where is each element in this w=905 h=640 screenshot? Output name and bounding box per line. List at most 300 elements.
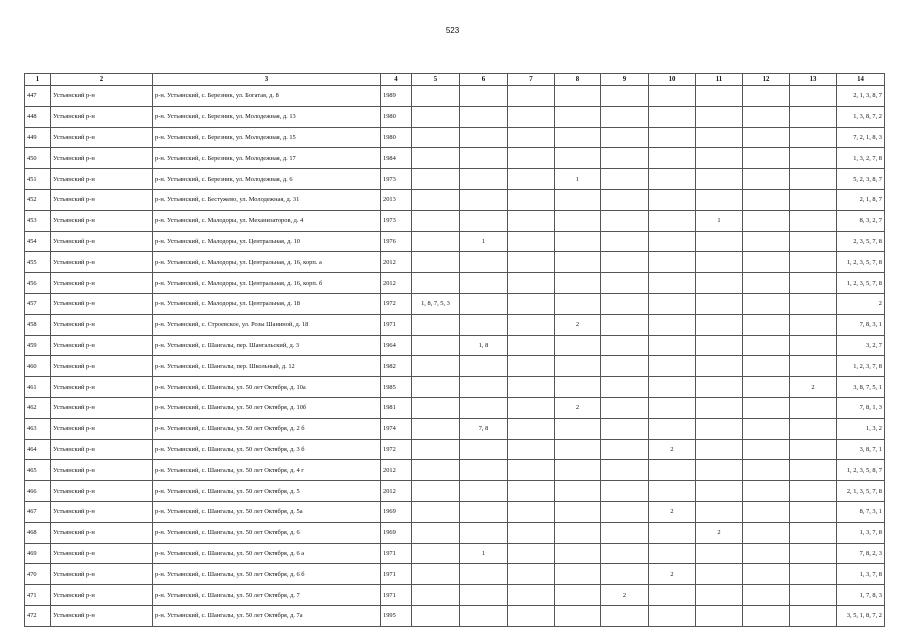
col11-cell: [696, 585, 743, 606]
row-number-cell: 448: [25, 106, 51, 127]
col8-cell: [555, 148, 601, 169]
column-header: 13: [790, 74, 837, 86]
col14-cell: 7, 8, 2, 3: [837, 543, 885, 564]
col5-cell: [412, 564, 460, 585]
address-cell: р-н. Устьянский, с. Малодоры, ул. Центральная, д. 18: [153, 293, 381, 314]
col5-cell: [412, 273, 460, 294]
col5-cell: [412, 189, 460, 210]
table-row: [25, 210, 885, 231]
col10-cell: 2: [649, 439, 696, 460]
year-cell: 1973: [381, 210, 412, 231]
table-row: [25, 314, 885, 335]
col7-cell: [508, 169, 555, 190]
header-row: [25, 74, 885, 86]
column-header: 3: [153, 74, 381, 86]
row-number-cell: 470: [25, 564, 51, 585]
col14-cell: 7, 8, 3, 1: [837, 314, 885, 335]
col11-cell: [696, 335, 743, 356]
col6-cell: [460, 377, 508, 398]
col9-cell: [601, 605, 649, 626]
col10-cell: [649, 148, 696, 169]
col5-cell: [412, 585, 460, 606]
col9-cell: [601, 106, 649, 127]
district-cell: Устьянский р-н: [51, 397, 153, 418]
col9-cell: [601, 314, 649, 335]
col14-cell: 5, 2, 3, 8, 7: [837, 169, 885, 190]
col6-cell: [460, 252, 508, 273]
column-header: 1: [25, 74, 51, 86]
col5-cell: [412, 231, 460, 252]
table-row: [25, 564, 885, 585]
year-cell: 2012: [381, 273, 412, 294]
col7-cell: [508, 189, 555, 210]
col5-cell: [412, 522, 460, 543]
col11-cell: [696, 314, 743, 335]
table-row: [25, 501, 885, 522]
col10-cell: [649, 314, 696, 335]
col8-cell: [555, 418, 601, 439]
col12-cell: [743, 169, 790, 190]
col7-cell: [508, 252, 555, 273]
col9-cell: [601, 86, 649, 107]
col9-cell: [601, 522, 649, 543]
address-cell: р-н. Устьянский, с. Шангалы, ул. 50 лет Октября, д. 5: [153, 481, 381, 502]
col6-cell: [460, 86, 508, 107]
row-number-cell: 459: [25, 335, 51, 356]
col7-cell: [508, 564, 555, 585]
row-number-cell: 449: [25, 127, 51, 148]
col6-cell: [460, 564, 508, 585]
table-row: [25, 481, 885, 502]
year-cell: 2012: [381, 460, 412, 481]
col6-cell: [460, 439, 508, 460]
col8-cell: [555, 522, 601, 543]
col13-cell: [790, 335, 837, 356]
col13-cell: [790, 189, 837, 210]
table-row: [25, 418, 885, 439]
col14-cell: 3, 8, 7, 1: [837, 439, 885, 460]
year-cell: 1969: [381, 501, 412, 522]
column-header: 9: [601, 74, 649, 86]
year-cell: 2013: [381, 189, 412, 210]
column-header: 11: [696, 74, 743, 86]
col10-cell: [649, 106, 696, 127]
column-header: 4: [381, 74, 412, 86]
col14-cell: 1, 3, 2, 7, 8: [837, 148, 885, 169]
col12-cell: [743, 314, 790, 335]
col11-cell: [696, 189, 743, 210]
col9-cell: [601, 356, 649, 377]
col5-cell: 1, 8, 7, 5, 3: [412, 293, 460, 314]
col10-cell: 2: [649, 501, 696, 522]
row-number-cell: 472: [25, 605, 51, 626]
col9-cell: [601, 210, 649, 231]
col13-cell: [790, 605, 837, 626]
row-number-cell: 469: [25, 543, 51, 564]
row-number-cell: 447: [25, 86, 51, 107]
column-header: 7: [508, 74, 555, 86]
address-cell: р-н. Устьянский, с. Шангалы, ул. 50 лет Октября, д. 3 б: [153, 439, 381, 460]
address-cell: р-н. Устьянский, с. Шангалы, ул. 50 лет Октября, д. 10б: [153, 397, 381, 418]
col13-cell: [790, 314, 837, 335]
col9-cell: [601, 252, 649, 273]
col13-cell: [790, 210, 837, 231]
column-header: 2: [51, 74, 153, 86]
col7-cell: [508, 127, 555, 148]
address-cell: р-н. Устьянский, с. Шангалы, ул. 50 лет Октября, д. 6 а: [153, 543, 381, 564]
column-header: 6: [460, 74, 508, 86]
year-cell: 1972: [381, 439, 412, 460]
table-row: [25, 397, 885, 418]
district-cell: Устьянский р-н: [51, 148, 153, 169]
year-cell: 1973: [381, 169, 412, 190]
col14-cell: 3, 5, 1, 8, 7, 2: [837, 605, 885, 626]
column-header: 12: [743, 74, 790, 86]
col13-cell: [790, 460, 837, 481]
year-cell: 1995: [381, 605, 412, 626]
year-cell: 1971: [381, 543, 412, 564]
col9-cell: [601, 148, 649, 169]
col7-cell: [508, 106, 555, 127]
col6-cell: 1, 8: [460, 335, 508, 356]
col14-cell: 1, 2, 3, 5, 8, 7: [837, 460, 885, 481]
col7-cell: [508, 314, 555, 335]
col10-cell: [649, 273, 696, 294]
col5-cell: [412, 106, 460, 127]
col5-cell: [412, 335, 460, 356]
col11-cell: [696, 127, 743, 148]
col7-cell: [508, 273, 555, 294]
col14-cell: 7, 8, 1, 3: [837, 397, 885, 418]
district-cell: Устьянский р-н: [51, 501, 153, 522]
table-row: [25, 106, 885, 127]
col7-cell: [508, 605, 555, 626]
col6-cell: [460, 585, 508, 606]
col14-cell: 1, 3, 7, 8: [837, 522, 885, 543]
col14-cell: 2, 1, 3, 8, 7: [837, 86, 885, 107]
row-number-cell: 452: [25, 189, 51, 210]
col11-cell: [696, 169, 743, 190]
col14-cell: 1, 7, 8, 3: [837, 585, 885, 606]
col12-cell: [743, 585, 790, 606]
address-cell: р-н. Устьянский, с. Малодоры, ул. Центральная, д. 10: [153, 231, 381, 252]
col11-cell: [696, 293, 743, 314]
col6-cell: [460, 605, 508, 626]
row-number-cell: 453: [25, 210, 51, 231]
col9-cell: [601, 189, 649, 210]
col12-cell: [743, 522, 790, 543]
table-row: [25, 169, 885, 190]
col10-cell: [649, 169, 696, 190]
col9-cell: [601, 564, 649, 585]
col5-cell: [412, 210, 460, 231]
col7-cell: [508, 418, 555, 439]
row-number-cell: 464: [25, 439, 51, 460]
col10-cell: [649, 585, 696, 606]
row-number-cell: 457: [25, 293, 51, 314]
row-number-cell: 467: [25, 501, 51, 522]
col13-cell: [790, 585, 837, 606]
district-cell: Устьянский р-н: [51, 522, 153, 543]
col14-cell: 1, 3, 2: [837, 418, 885, 439]
col9-cell: [601, 501, 649, 522]
col13-cell: [790, 439, 837, 460]
col8-cell: [555, 356, 601, 377]
address-cell: р-н. Устьянский, с. Малодоры, ул. Центральная, д. 16, корп. б: [153, 273, 381, 294]
col13-cell: 2: [790, 377, 837, 398]
col13-cell: [790, 543, 837, 564]
col12-cell: [743, 252, 790, 273]
col14-cell: 1, 3, 7, 8: [837, 564, 885, 585]
address-cell: р-н. Устьянский, с. Шангалы, ул. 50 лет Октября, д. 7: [153, 585, 381, 606]
col12-cell: [743, 397, 790, 418]
table-row: [25, 335, 885, 356]
col11-cell: [696, 418, 743, 439]
col10-cell: [649, 86, 696, 107]
col10-cell: [649, 522, 696, 543]
col9-cell: [601, 418, 649, 439]
col7-cell: [508, 460, 555, 481]
col5-cell: [412, 127, 460, 148]
col8-cell: [555, 481, 601, 502]
col6-cell: [460, 148, 508, 169]
col9-cell: [601, 169, 649, 190]
row-number-cell: 462: [25, 397, 51, 418]
col8-cell: [555, 231, 601, 252]
col8-cell: [555, 127, 601, 148]
address-cell: р-н. Устьянский, с. Шангалы, ул. 50 лет Октября, д. 7а: [153, 605, 381, 626]
col12-cell: [743, 127, 790, 148]
table-row: [25, 86, 885, 107]
col11-cell: [696, 397, 743, 418]
col8-cell: [555, 189, 601, 210]
col7-cell: [508, 522, 555, 543]
col6-cell: [460, 522, 508, 543]
col13-cell: [790, 356, 837, 377]
address-cell: р-н. Устьянский, с. Бестужево, ул. Молодежная, д. 31: [153, 189, 381, 210]
col6-cell: [460, 210, 508, 231]
col5-cell: [412, 605, 460, 626]
col12-cell: [743, 86, 790, 107]
col11-cell: [696, 148, 743, 169]
col9-cell: [601, 397, 649, 418]
col6-cell: [460, 293, 508, 314]
year-cell: 1984: [381, 148, 412, 169]
col13-cell: [790, 148, 837, 169]
col12-cell: [743, 564, 790, 585]
col9-cell: [601, 293, 649, 314]
district-cell: Устьянский р-н: [51, 169, 153, 190]
col9-cell: 2: [601, 585, 649, 606]
district-cell: Устьянский р-н: [51, 293, 153, 314]
column-header: 14: [837, 74, 885, 86]
year-cell: 1985: [381, 377, 412, 398]
row-number-cell: 466: [25, 481, 51, 502]
district-cell: Устьянский р-н: [51, 564, 153, 585]
col12-cell: [743, 148, 790, 169]
district-cell: Устьянский р-н: [51, 356, 153, 377]
col11-cell: [696, 273, 743, 294]
col7-cell: [508, 293, 555, 314]
col10-cell: [649, 293, 696, 314]
column-header: 8: [555, 74, 601, 86]
col13-cell: [790, 231, 837, 252]
col13-cell: [790, 86, 837, 107]
col11-cell: [696, 86, 743, 107]
district-cell: Устьянский р-н: [51, 439, 153, 460]
col11-cell: [696, 439, 743, 460]
col5-cell: [412, 481, 460, 502]
address-cell: р-н. Устьянский, с. Малодоры, ул. Механизаторов, д. 4: [153, 210, 381, 231]
col13-cell: [790, 127, 837, 148]
col8-cell: [555, 252, 601, 273]
col6-cell: [460, 106, 508, 127]
table-row: [25, 148, 885, 169]
address-cell: р-н. Устьянский, с. Шангалы, пер. Шангальский, д. 3: [153, 335, 381, 356]
col8-cell: [555, 335, 601, 356]
col9-cell: [601, 273, 649, 294]
col5-cell: [412, 418, 460, 439]
district-cell: Устьянский р-н: [51, 231, 153, 252]
address-cell: р-н. Устьянский, с. Березник, ул. Богатая, д. 8: [153, 86, 381, 107]
col8-cell: [555, 273, 601, 294]
year-cell: 2012: [381, 481, 412, 502]
col13-cell: [790, 481, 837, 502]
col12-cell: [743, 293, 790, 314]
col14-cell: 1, 2, 3, 5, 7, 8: [837, 273, 885, 294]
col11-cell: [696, 460, 743, 481]
year-cell: 1976: [381, 231, 412, 252]
address-cell: р-н. Устьянский, с. Шангалы, ул. 50 лет Октября, д. 6: [153, 522, 381, 543]
col7-cell: [508, 585, 555, 606]
col10-cell: [649, 189, 696, 210]
col8-cell: [555, 543, 601, 564]
col10-cell: [649, 252, 696, 273]
row-number-cell: 460: [25, 356, 51, 377]
table-row: [25, 189, 885, 210]
col6-cell: [460, 169, 508, 190]
table-row: [25, 522, 885, 543]
table-row: [25, 377, 885, 398]
col11-cell: [696, 501, 743, 522]
year-cell: 1989: [381, 86, 412, 107]
col7-cell: [508, 377, 555, 398]
year-cell: 1980: [381, 106, 412, 127]
col14-cell: 1, 2, 3, 5, 7, 8: [837, 252, 885, 273]
col9-cell: [601, 439, 649, 460]
row-number-cell: 463: [25, 418, 51, 439]
district-cell: Устьянский р-н: [51, 335, 153, 356]
col10-cell: [649, 397, 696, 418]
address-cell: р-н. Устьянский, с. Шангалы, ул. 50 лет Октября, д. 4 г: [153, 460, 381, 481]
col7-cell: [508, 439, 555, 460]
col10-cell: [649, 418, 696, 439]
year-cell: 2012: [381, 252, 412, 273]
col11-cell: [696, 377, 743, 398]
district-cell: Устьянский р-н: [51, 127, 153, 148]
col14-cell: 3, 8, 7, 5, 1: [837, 377, 885, 398]
col5-cell: [412, 356, 460, 377]
col11-cell: [696, 106, 743, 127]
col10-cell: [649, 605, 696, 626]
col11-cell: [696, 356, 743, 377]
col13-cell: [790, 169, 837, 190]
housing-registry-table: [24, 73, 885, 627]
col8-cell: [555, 293, 601, 314]
col7-cell: [508, 501, 555, 522]
address-cell: р-н. Устьянский, с. Березник, ул. Молодежная, д. 6: [153, 169, 381, 190]
col14-cell: 8, 7, 3, 1: [837, 501, 885, 522]
col11-cell: [696, 564, 743, 585]
row-number-cell: 451: [25, 169, 51, 190]
column-header: 5: [412, 74, 460, 86]
col14-cell: 1, 2, 3, 7, 8: [837, 356, 885, 377]
col11-cell: [696, 605, 743, 626]
district-cell: Устьянский р-н: [51, 481, 153, 502]
year-cell: 1972: [381, 293, 412, 314]
col5-cell: [412, 439, 460, 460]
col12-cell: [743, 231, 790, 252]
col12-cell: [743, 106, 790, 127]
col5-cell: [412, 377, 460, 398]
address-cell: р-н. Устьянский, с. Шангалы, пер. Школьный, д. 12: [153, 356, 381, 377]
col14-cell: 2, 1, 8, 7: [837, 189, 885, 210]
col11-cell: 1: [696, 210, 743, 231]
col12-cell: [743, 210, 790, 231]
col7-cell: [508, 335, 555, 356]
col14-cell: 3, 2, 7: [837, 335, 885, 356]
district-cell: Устьянский р-н: [51, 210, 153, 231]
col14-cell: 2: [837, 293, 885, 314]
col6-cell: [460, 481, 508, 502]
col9-cell: [601, 481, 649, 502]
col11-cell: [696, 481, 743, 502]
row-number-cell: 471: [25, 585, 51, 606]
col13-cell: [790, 252, 837, 273]
col12-cell: [743, 418, 790, 439]
address-cell: р-н. Устьянский, с. Малодоры, ул. Центральная, д. 16, корп. а: [153, 252, 381, 273]
year-cell: 1982: [381, 356, 412, 377]
table-row: [25, 252, 885, 273]
col8-cell: [555, 460, 601, 481]
year-cell: 1974: [381, 418, 412, 439]
table-row: [25, 293, 885, 314]
col8-cell: 2: [555, 397, 601, 418]
col6-cell: 1: [460, 231, 508, 252]
district-cell: Устьянский р-н: [51, 273, 153, 294]
col10-cell: [649, 481, 696, 502]
col13-cell: [790, 273, 837, 294]
address-cell: р-н. Устьянский, с. Березник, ул. Молодежная, д. 13: [153, 106, 381, 127]
col7-cell: [508, 356, 555, 377]
col5-cell: [412, 148, 460, 169]
year-cell: 1981: [381, 397, 412, 418]
col7-cell: [508, 397, 555, 418]
district-cell: Устьянский р-н: [51, 314, 153, 335]
year-cell: 1971: [381, 564, 412, 585]
col13-cell: [790, 418, 837, 439]
col7-cell: [508, 210, 555, 231]
col10-cell: [649, 231, 696, 252]
col6-cell: [460, 356, 508, 377]
col12-cell: [743, 335, 790, 356]
col13-cell: [790, 501, 837, 522]
col6-cell: [460, 189, 508, 210]
col12-cell: [743, 356, 790, 377]
col10-cell: 2: [649, 564, 696, 585]
col11-cell: 2: [696, 522, 743, 543]
col9-cell: [601, 335, 649, 356]
